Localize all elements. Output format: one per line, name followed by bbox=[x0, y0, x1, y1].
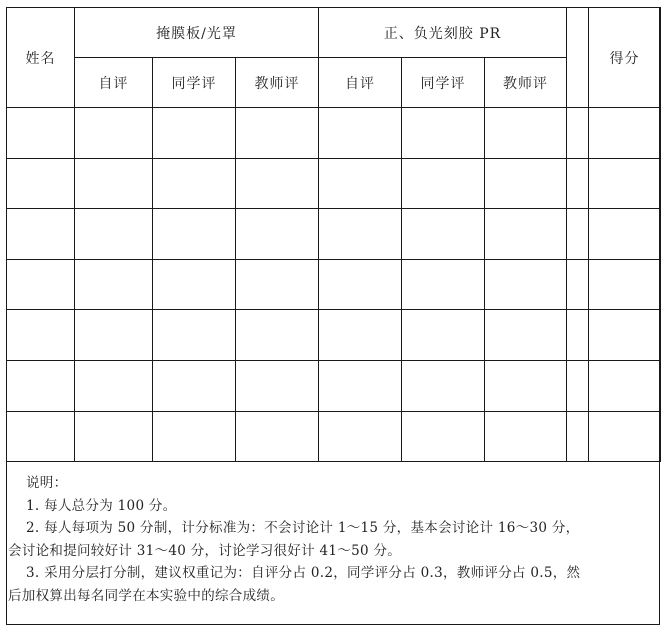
name-cell[interactable] bbox=[7, 158, 75, 209]
table-row bbox=[7, 310, 661, 361]
spacer-cell bbox=[567, 209, 589, 260]
score-cell[interactable] bbox=[485, 411, 567, 462]
group-header-mask: 掩膜板/光罩 bbox=[75, 8, 319, 58]
score-cell[interactable] bbox=[153, 360, 236, 411]
spacer-cell bbox=[567, 108, 589, 159]
subheader-self-eval-2: 自评 bbox=[319, 58, 402, 108]
table-row bbox=[7, 158, 661, 209]
total-score-cell[interactable] bbox=[589, 259, 661, 310]
subheader-self-eval-1: 自评 bbox=[75, 58, 153, 108]
score-cell[interactable] bbox=[485, 360, 567, 411]
spacer-cell bbox=[567, 411, 589, 462]
subheader-teacher-eval-2: 教师评 bbox=[485, 58, 567, 108]
name-cell[interactable] bbox=[7, 360, 75, 411]
score-cell[interactable] bbox=[75, 310, 153, 361]
score-cell[interactable] bbox=[319, 411, 402, 462]
total-score-cell[interactable] bbox=[589, 411, 661, 462]
total-score-cell[interactable] bbox=[589, 310, 661, 361]
score-cell[interactable] bbox=[236, 259, 319, 310]
name-cell[interactable] bbox=[7, 259, 75, 310]
table-row bbox=[7, 259, 661, 310]
score-cell[interactable] bbox=[236, 360, 319, 411]
score-cell[interactable] bbox=[75, 360, 153, 411]
score-cell[interactable] bbox=[236, 108, 319, 159]
score-cell[interactable] bbox=[485, 108, 567, 159]
spacer-cell bbox=[567, 360, 589, 411]
score-cell[interactable] bbox=[402, 259, 485, 310]
name-cell[interactable] bbox=[7, 411, 75, 462]
score-cell[interactable] bbox=[236, 209, 319, 260]
notes-item-3: 3. 采用分层打分制，建议权重记为：自评分占 0.2，同学评分占 0.3，教师评分占 0.5，然 bbox=[26, 565, 581, 581]
table-row bbox=[7, 411, 661, 462]
score-cell[interactable] bbox=[485, 158, 567, 209]
header-row-subheaders bbox=[7, 58, 661, 108]
score-cell[interactable] bbox=[402, 310, 485, 361]
notes-item-2: 2. 每人每项为 50 分制，计分标准为：不会讨论计 1～15 分，基本会讨论计 16～30 分， bbox=[26, 520, 580, 536]
score-cell[interactable] bbox=[153, 108, 236, 159]
score-cell[interactable] bbox=[75, 158, 153, 209]
score-cell[interactable] bbox=[236, 310, 319, 361]
notes-title: 说明： bbox=[26, 475, 68, 491]
score-cell[interactable] bbox=[319, 259, 402, 310]
notes-item-3-continued: 后加权算出每名同学在本实验中的综合成绩。 bbox=[8, 587, 284, 604]
score-cell[interactable] bbox=[402, 360, 485, 411]
score-cell[interactable] bbox=[319, 108, 402, 159]
subheader-peer-eval-1: 同学评 bbox=[153, 58, 236, 108]
name-header: 姓名 bbox=[7, 8, 75, 108]
score-cell[interactable] bbox=[153, 411, 236, 462]
score-cell[interactable] bbox=[319, 209, 402, 260]
score-header: 得分 bbox=[589, 8, 661, 108]
notes-item-2-continued: 会讨论和提问较好计 31～40 分，讨论学习很好计 41～50 分。 bbox=[8, 542, 402, 559]
score-cell[interactable] bbox=[75, 108, 153, 159]
score-cell[interactable] bbox=[485, 209, 567, 260]
score-cell[interactable] bbox=[236, 411, 319, 462]
spacer-cell bbox=[567, 310, 589, 361]
score-cell[interactable] bbox=[153, 310, 236, 361]
score-cell[interactable] bbox=[319, 158, 402, 209]
header-row-groups bbox=[7, 8, 661, 58]
score-cell[interactable] bbox=[236, 158, 319, 209]
score-cell[interactable] bbox=[402, 411, 485, 462]
score-cell[interactable] bbox=[75, 209, 153, 260]
name-cell[interactable] bbox=[7, 310, 75, 361]
total-score-cell[interactable] bbox=[589, 108, 661, 159]
score-cell[interactable] bbox=[402, 209, 485, 260]
score-cell[interactable] bbox=[319, 310, 402, 361]
name-cell[interactable] bbox=[7, 209, 75, 260]
table-row bbox=[7, 209, 661, 260]
score-cell[interactable] bbox=[153, 158, 236, 209]
score-cell[interactable] bbox=[153, 259, 236, 310]
notes-section bbox=[6, 472, 660, 607]
subheader-peer-eval-2: 同学评 bbox=[402, 58, 485, 108]
spacer-column-header bbox=[567, 8, 589, 108]
subheader-teacher-eval-1: 教师评 bbox=[236, 58, 319, 108]
score-table bbox=[6, 7, 661, 462]
score-cell[interactable] bbox=[153, 209, 236, 260]
score-cell[interactable] bbox=[75, 411, 153, 462]
name-cell[interactable] bbox=[7, 108, 75, 159]
notes-item-1: 1. 每人总分为 100 分。 bbox=[26, 497, 177, 514]
total-score-cell[interactable] bbox=[589, 360, 661, 411]
table-row bbox=[7, 108, 661, 159]
table-row bbox=[7, 360, 661, 411]
group-header-photoresist: 正、负光刻胶 PR bbox=[319, 8, 567, 58]
score-cell[interactable] bbox=[75, 259, 153, 310]
score-cell[interactable] bbox=[485, 259, 567, 310]
total-score-cell[interactable] bbox=[589, 209, 661, 260]
spacer-cell bbox=[567, 259, 589, 310]
score-cell[interactable] bbox=[402, 158, 485, 209]
total-score-cell[interactable] bbox=[589, 158, 661, 209]
spacer-cell bbox=[567, 158, 589, 209]
score-cell[interactable] bbox=[319, 360, 402, 411]
score-cell[interactable] bbox=[485, 310, 567, 361]
score-cell[interactable] bbox=[402, 108, 485, 159]
